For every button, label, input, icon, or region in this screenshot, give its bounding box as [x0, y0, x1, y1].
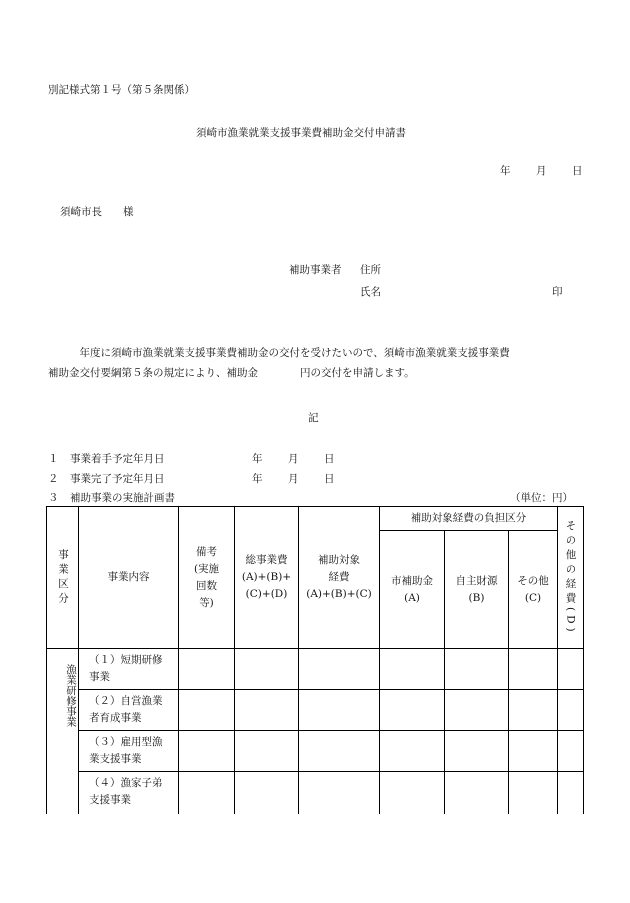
item-1-year: 年	[252, 453, 263, 465]
header-remarks-line: 回数	[196, 579, 217, 592]
header-city-line: (A)	[404, 591, 420, 604]
header-eligible-line: (A)+(B)+(C)	[306, 588, 372, 600]
header-other	[509, 531, 557, 648]
row-content-line: （２）自営漁業	[89, 695, 163, 707]
header-own-line: 自主財源	[455, 574, 498, 587]
item-2-day: 日	[324, 473, 335, 485]
table-row	[79, 731, 178, 771]
date-year: 年	[500, 165, 511, 177]
form-label: 別記様式第１号（第５条関係）	[48, 84, 195, 96]
row-content-line: 者育成事業	[89, 712, 142, 724]
item-3-label: 補助事業の実施計画書	[70, 492, 175, 504]
header-total-line: (A)+(B)+	[241, 571, 292, 583]
applicant-role: 補助事業者	[289, 264, 342, 276]
date-day: 日	[572, 165, 583, 177]
header-remarks-line: 等)	[199, 596, 214, 609]
item-3-no: ３	[48, 492, 59, 504]
header-total-line: 総事業費	[245, 554, 288, 566]
row-content-line: 事業	[89, 671, 110, 683]
unit-label: （単位：円）	[510, 492, 573, 504]
item-1-label: 事業着手予定年月日	[70, 453, 165, 465]
header-remarks	[179, 507, 234, 648]
header-category: 事業区分	[57, 548, 69, 607]
body-line-1: 年度に須崎市漁業就業支援事業費補助金の交付を受けたいので、須崎市漁業就業支援事業費	[48, 347, 510, 359]
header-eligible-line: 補助対象	[318, 554, 360, 566]
header-remarks-line: (実施	[193, 562, 220, 575]
item-1-no: １	[48, 453, 59, 465]
name-label: 氏名	[360, 286, 381, 298]
header-total-line: (C)+(D)	[245, 588, 288, 600]
item-2-no: ２	[48, 473, 59, 485]
item-1-month: 月	[288, 453, 299, 465]
item-2-label: 事業完了予定年月日	[70, 473, 165, 485]
row-content-line: 支援事業	[89, 794, 131, 806]
seal-mark: 印	[552, 286, 563, 298]
row-content-line: 業支援事業	[89, 753, 142, 765]
row-content-line: （４）漁家子弟	[89, 777, 163, 789]
item-2-year: 年	[252, 473, 263, 485]
date-month: 月	[536, 165, 547, 177]
header-city-subsidy	[380, 531, 444, 648]
addressee: 須崎市長 様	[60, 206, 134, 218]
table-row	[79, 649, 178, 689]
row-content-line: （３）雇用型漁	[89, 736, 163, 748]
header-total	[235, 507, 298, 648]
header-other-line: その他	[517, 574, 549, 587]
header-own-funds	[445, 531, 508, 648]
group-label: 漁業研修事業	[65, 663, 77, 727]
header-burden: 補助対象経費の負担区分	[410, 512, 527, 524]
table-row	[79, 690, 178, 730]
item-2-month: 月	[288, 473, 299, 485]
header-other-line: (C)	[524, 591, 542, 604]
address-label: 住所	[360, 264, 381, 276]
header-other-expenses: その他の経費(D)	[564, 519, 577, 636]
row-content-line: （１）短期研修	[89, 654, 163, 666]
header-own-line: (B)	[468, 591, 485, 604]
document-title: 須崎市漁業就業支援事業費補助金交付申請書	[196, 127, 406, 139]
ki-heading: 記	[308, 412, 319, 424]
header-eligible	[299, 507, 379, 648]
item-1-day: 日	[324, 453, 335, 465]
table-row	[79, 772, 178, 812]
header-city-line: 市補助金	[391, 574, 433, 587]
header-eligible-line: 経費	[328, 571, 350, 583]
body-line-2: 補助金交付要綱第５条の規定により、補助金 円の交付を申請します。	[48, 367, 415, 379]
header-remarks-line: 備考	[196, 545, 217, 558]
header-content: 事業内容	[107, 571, 150, 583]
